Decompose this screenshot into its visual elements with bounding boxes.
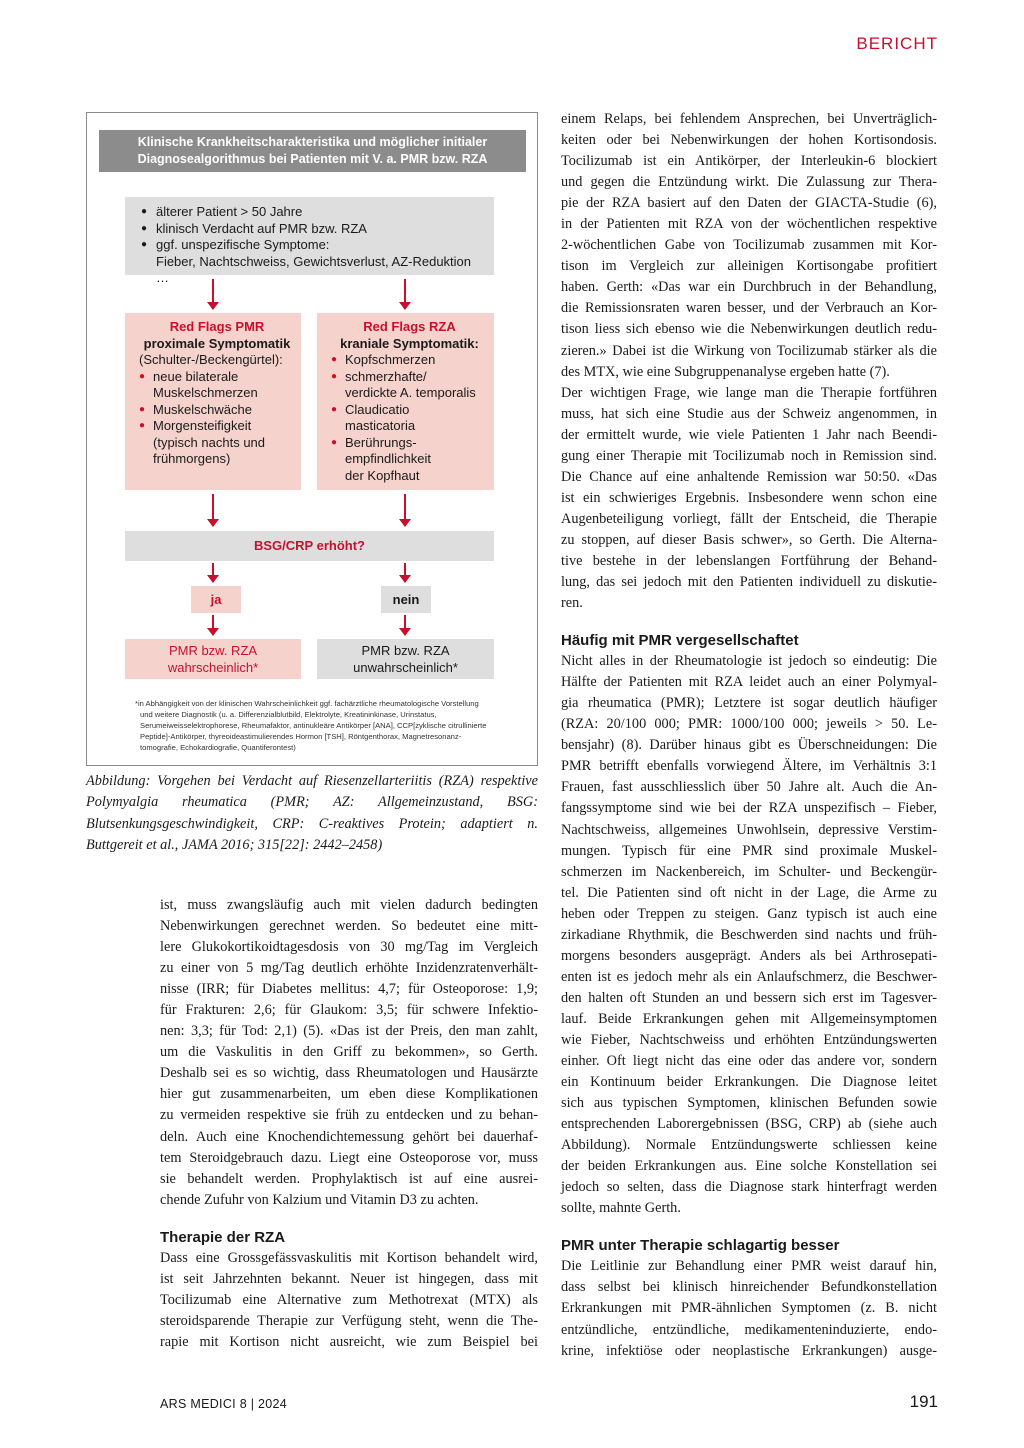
- text-line: ist, muss zwangsläufig auch mit vielen dadurch bedingten: [160, 897, 538, 913]
- text-line: in der Patienten mit RZA von der wöchentlichen respektive: [561, 216, 937, 233]
- criteria-item: ● älterer Patient > 50 Jahre: [141, 204, 484, 221]
- text-line: keiten oder bei Nebenwirkungen der hohen Kortisondosis.: [561, 132, 937, 149]
- text-line: Deshalb sei es so wichtig, dass Rheumatologen und Hausärzte: [160, 1065, 538, 1082]
- red-flag-item: ● Morgensteifigkeit: [139, 418, 295, 435]
- text-line: Erkrankungen mit PMR-ähnlichen Symptomen (z. B. nicht: [561, 1300, 937, 1317]
- text-line: nen: 3,3; für Tod: 2,1) (5). «Das ist der Preis, den man zahlt,: [160, 1023, 538, 1040]
- text-line: sie behandelt werden. Prophylaktisch ist auf eine ausrei-: [160, 1170, 538, 1187]
- arrow-down-icon: [404, 615, 406, 635]
- red-flags-rza-title: Red Flags RZA: [363, 319, 456, 334]
- criteria-item: ● ggf. unspezifische Symptome:: [141, 237, 484, 254]
- text-line: krine, infektiöse oder neoplastische Erkrankungen) ausge-: [561, 1342, 937, 1359]
- red-flag-item: ● Muskelschwäche: [139, 402, 295, 419]
- text-line: jedoch so selten, dass die Diagnose stark hinterfragt werden: [561, 1179, 937, 1196]
- section-label: BERICHT: [856, 34, 938, 53]
- figure-footnote: [135, 698, 515, 753]
- text-line: gung einer Therapie mit Tocilizumab noch in Remission sind.: [561, 447, 937, 464]
- text-line: einem Relaps, bei fehlendem Ansprechen, bei Unverträglich-: [561, 111, 937, 127]
- arrow-down-icon: [212, 494, 214, 526]
- figure-caption: Abbildung: Vorgehen bei Verdacht auf Riesenzellarteriitis (RZA) respektive Polymyalgia rheumatica (PMR; AZ: Allgemeinzustand, BSG: Blutsenkungsgeschwindigkeit, CRP: C-reaktives Protein; adaptiert n. Buttgereit et al., JAMA 2016; 315[22]: 2442–2458): [86, 773, 538, 854]
- text-line: tel. Die Patienten sind oft nicht in der Lage, die Arme zu: [561, 884, 937, 901]
- outcome-unlikely-line: unwahrscheinlich*: [353, 659, 458, 675]
- red-flag-item: ● Claudicatio: [331, 402, 488, 419]
- text-line: lere Glukokortikoidtagesdosis von 30 mg/Tag im Vergleich: [160, 939, 538, 956]
- paragraph: [561, 383, 937, 615]
- red-flag-item-cont: frühmorgens): [153, 451, 231, 466]
- text-line: fangssymptome sind wie bei der RZA unspezifisch – Fieber,: [561, 800, 937, 817]
- red-flag-item-cont: (typisch nachts und: [153, 434, 266, 450]
- red-flag-item: ● Berührungs-: [331, 435, 488, 452]
- text-line: um die Vaskulitis in den Griff zu bekommen», so Gerth.: [160, 1044, 538, 1061]
- arrow-down-icon: [404, 563, 406, 582]
- text-line: ist seit Jahrzehnten bekannt. Neuer ist hingegen, dass mit: [160, 1270, 538, 1287]
- text-line: Die Chance auf eine anhaltende Remission war 50:50. «Das: [561, 468, 937, 485]
- red-flag-item-cont: der Kopfhaut: [345, 467, 420, 483]
- bsg-crp-question: BSG/CRP erhöht?: [125, 531, 494, 561]
- red-flags-pmr-title: Red Flags PMR: [169, 319, 265, 334]
- journal-footer: ARS MEDICI 8 | 2024: [160, 1397, 288, 1411]
- left-column: [160, 895, 538, 1353]
- arrow-down-icon: [404, 494, 406, 526]
- red-flags-pmr-subtitle2: (Schulter-/Beckengürtel):: [139, 352, 283, 367]
- text-line: Der wichtigen Frage, wie lange man die Therapie fortführen: [561, 384, 937, 401]
- text-line: chende Zufuhr von Kalzium und Vitamin D3 zu achten.: [160, 1191, 479, 1208]
- red-flag-item: ● schmerzhafte/: [331, 369, 488, 386]
- yes-box: ja: [191, 586, 241, 613]
- text-line: deln. Auch eine Knochendichtemessung gehört bei dauerhaf-: [160, 1128, 538, 1145]
- text-line: Nachtschweiss, allgemeines Unwohlsein, depressive Verstim-: [561, 821, 937, 838]
- text-line: entzündliche, entzündliche, medikamenteninduzierte, endo-: [561, 1321, 937, 1338]
- red-flag-item-cont: Muskelschmerzen: [153, 385, 258, 400]
- red-flag-item: ● neue bilaterale: [139, 369, 295, 386]
- text-line: der beiden Erkrankungen aus. Eine solche Konstellation sei: [561, 1158, 937, 1175]
- text-line: haben. Gerth: «Das war ein Durchbruch in der Behandlung,: [561, 279, 937, 296]
- text-line: dass selbst bei klinisch hinreichender Befundkonstellation: [561, 1279, 937, 1296]
- text-line: der ermittelt wurde, wie viele Patienten 1 Jahr nach Beendi-: [561, 426, 937, 443]
- red-flags-pmr-subtitle: proximale Symptomatik: [143, 335, 291, 351]
- text-line: tison im Vergleich zur alleinigen Kortisongabe profitiert: [561, 258, 937, 275]
- text-line: zu vermeiden respektive sie früh zu entdecken und zu behan-: [160, 1107, 538, 1124]
- text-line: die Remissionsraten waren besser, und der Verbrauch an Kor-: [561, 300, 937, 317]
- red-flag-item-cont: verdickte A. temporalis: [345, 385, 476, 400]
- text-line: sich aus typischen Symptomen, klinischen Befunden sowie: [561, 1095, 937, 1112]
- red-flag-item-cont: masticatoria: [345, 418, 416, 433]
- text-line: ren.: [561, 595, 583, 612]
- criteria-box: [125, 197, 494, 285]
- text-line: wie Fieber, Nachtschweiss und erhöhten Entzündungswerten: [561, 1031, 937, 1048]
- paragraph: [561, 1256, 937, 1361]
- text-line: pie der RZA basiert auf den Daten der GIACTA-Studie (6),: [561, 195, 937, 212]
- text-line: tem Steroidgebrauch dazu. Liegt eine Osteoporose vor, muss: [160, 1149, 538, 1166]
- footnote-line: Serumeiweisselektrophorese, Rheumafaktor, antinukleäre Antikörper [ANA], CCP[zyklische citrullinierte: [140, 721, 487, 730]
- page-number: 191: [909, 1392, 938, 1411]
- text-line: mungen. Typisch für eine PMR sind proximale Muskel-: [561, 842, 937, 859]
- figure-title-line: Klinische Krankheitscharakteristika und möglicher initialer: [137, 135, 488, 149]
- outcome-likely-line: wahrscheinlich*: [167, 659, 259, 675]
- text-line: tive bestehe in der lebenslangen Fortführung der Behand-: [561, 552, 937, 569]
- red-flags-pmr-box: [125, 313, 301, 490]
- section-heading: PMR unter Therapie schlagartig besser: [561, 1237, 840, 1255]
- text-line: zieren.» Dabei ist die Wirkung von Tocilizumab stärker als die: [561, 342, 937, 359]
- red-flags-rza-subtitle: kraniale Symptomatik:: [340, 335, 479, 351]
- footnote-line: tomografie, Echokardiografie, Quantiferontest): [140, 743, 296, 752]
- text-line: für Frakturen: 2,6; für Glaukom: 3,5; für schwere Infektio-: [160, 1002, 538, 1019]
- text-line: zu einer von 5 mg/Tag deutlich erhöhte Inzidenzratenverhält-: [160, 960, 538, 977]
- text-line: den halten oft Stunden an und bessern sich erst im Tagesver-: [561, 989, 937, 1006]
- paragraph: [160, 1248, 538, 1353]
- red-flag-item: ● Kopfschmerzen: [331, 352, 488, 369]
- footnote-line: und weitere Diagnostik (u. a. Differenzialblutbild, Elektrolyte, Kreatininkinase, Urinstatus,: [140, 710, 437, 719]
- arrow-down-icon: [212, 615, 214, 635]
- paragraph: [561, 651, 937, 1219]
- text-line: tison liess sich ebenso wie die Nebenwirkungen deutlich redu-: [561, 321, 937, 338]
- figure-title-line: Diagnosealgorithmus bei Patienten mit V. a. PMR bzw. RZA: [137, 152, 488, 166]
- text-line: rapie mit Kortison nicht ausreicht, wie zum Beispiel bei: [160, 1333, 538, 1350]
- red-flag-item-cont: empfindlichkeit: [345, 451, 431, 466]
- text-line: schmerzen im Nackenbereich, im Schulter- und Beckengür-: [561, 863, 937, 880]
- text-line: morgens besonders ausgeprägt. Anders als bei Arthrosepati-: [561, 947, 937, 964]
- text-line: einher. Oft liegt nicht das eine oder das andere vor, sondern: [561, 1053, 937, 1070]
- text-line: heben oder Treppen zu steigen. Ganz typisch ist auch eine: [561, 905, 937, 922]
- text-line: PMR betrifft ebenfalls vorwiegend Ältere, im Verhältnis 3:1: [561, 758, 937, 775]
- text-line: nisse (IRR; für Diabetes mellitus: 4,7; für Osteoporose: 1,9;: [160, 981, 538, 998]
- text-line: lauf. Beide Erkrankungen gehen mit Allgemeinsymptomen: [561, 1010, 937, 1027]
- text-line: Abbildung). Normale Entzündungswerte schliessen keine: [561, 1137, 937, 1154]
- section-heading: Therapie der RZA: [160, 1228, 286, 1246]
- text-line: Die Leitlinie zur Behandlung einer PMR weist darauf hin,: [561, 1258, 937, 1275]
- outcome-likely-line: PMR bzw. RZA: [168, 643, 258, 658]
- outcome-likely-box: [125, 639, 301, 679]
- text-line: 2-wöchentlichen Gabe von Tocilizumab zusammen mit Kor-: [561, 237, 937, 254]
- text-line: Tocilizumab eine Alternative zum Methotrexat (MTX) als: [160, 1291, 538, 1308]
- text-line: Augenbeteiligung vorliegt, fällt der Entscheid, die Therapie: [561, 510, 937, 527]
- text-line: hier gut zusammenarbeiten, um eben diese Komplikationen: [160, 1086, 538, 1103]
- no-box: nein: [381, 586, 431, 613]
- paragraph: [160, 895, 538, 1211]
- text-line: steroidsparende Therapie zur Verfügung steht, wenn die The-: [160, 1312, 538, 1329]
- text-line: zu stoppen, auf dieser Basis schwer», so Gerth. Die Alterna-: [561, 531, 937, 548]
- criteria-item: ● klinisch Verdacht auf PMR bzw. RZA: [141, 221, 484, 238]
- text-line: bensjahr) (8). Darüber hinaus gibt es Überschneidungen: Die: [561, 737, 937, 754]
- footnote-line: *in Abhängigkeit von der klinischen Wahrscheinlichkeit ggf. fachärztliche rheumatologische Vorstellung: [135, 699, 479, 708]
- text-line: Nebenwirkungen gerechnet werden. So bedeutet eine mitt-: [160, 918, 538, 935]
- footnote-line: Peptide]-Antikörper, thyreoideastimulierendes Hormon [TSH], Röntgenthorax, Magnetresonanz-: [140, 732, 462, 741]
- text-line: ein Kontinuum beider Erkrankungen. Die Diagnose leitet: [561, 1074, 937, 1091]
- right-column: [561, 109, 937, 1362]
- text-line: muss, hat sich eine Studie aus der Schweiz angenommen, in: [561, 405, 937, 422]
- text-line: zirkadiane Rhythmik, die Beschwerden sind nachts und früh-: [561, 926, 937, 943]
- text-line: des MTX, wie eine Subgruppenanalyse ergeben hatte (7).: [561, 363, 890, 380]
- text-line: ist ein schwieriges Ergebnis. Insbesondere wenn schon eine: [561, 489, 937, 506]
- outcome-unlikely-line: PMR bzw. RZA: [361, 643, 450, 658]
- figure-flowchart: [86, 112, 538, 766]
- text-line: enten ist es jedoch mehr als ein Anlaufschmerz, die Beschwer-: [561, 968, 937, 985]
- text-line: Tocilizumab ist ein Antikörper, der Interleukin-6 blockiert: [561, 153, 937, 170]
- text-line: Hälfte der Patienten mit RZA leidet auch an einer Polymyal-: [561, 674, 937, 691]
- red-flags-rza-box: [317, 313, 494, 490]
- figure-title: [99, 130, 526, 172]
- arrow-down-icon: [404, 279, 406, 309]
- text-line: Frauen, fast ausschliesslich über 50 Jahre alt. Auch die An-: [561, 779, 937, 796]
- text-line: sollte, mahnte Gerth.: [561, 1200, 681, 1217]
- text-line: (RZA: 20/100 000; PMR: 1000/100 000; jeweils > 50. Le-: [561, 716, 937, 733]
- arrow-down-icon: [212, 279, 214, 309]
- text-line: lung, das sei jedoch mit den Patienten individuell zu diskutie-: [561, 574, 937, 591]
- section-heading: Häufig mit PMR vergesellschaftet: [561, 632, 799, 650]
- criteria-item-cont: Fieber, Nachtschweiss, Gewichtsverlust, AZ-Reduktion …: [156, 253, 472, 285]
- outcome-unlikely-box: [317, 639, 494, 679]
- text-line: entsprechenden Laborergebnissen (BSG, CRP) ab (siehe auch: [561, 1116, 937, 1133]
- arrow-down-icon: [212, 563, 214, 582]
- text-line: Dass eine Grossgefässvaskulitis mit Kortison behandelt wird,: [160, 1249, 538, 1266]
- text-line: Nicht alles in der Rheumatologie ist jedoch so eindeutig: Die: [561, 653, 937, 670]
- text-line: gia rheumatica (PMR); Letztere ist sogar deutlich häufiger: [561, 695, 937, 712]
- paragraph: [561, 109, 937, 383]
- text-line: und gegen die Entzündung wirkt. Die Zulassung zur Thera-: [561, 174, 937, 191]
